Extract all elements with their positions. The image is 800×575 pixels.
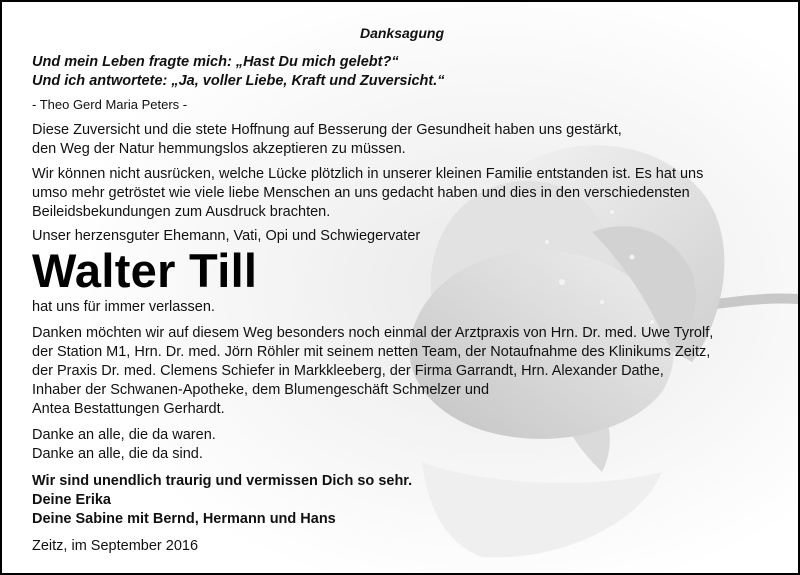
paragraph-2-line-3: Beileidsbekundungen zum Ausdruck brachten.: [32, 204, 331, 220]
heading-danksagung: Danksagung: [359, 25, 444, 41]
paragraph-2-line-1: Wir können nicht ausrücken, welche Lücke plötzlich in unserer kleinen Familie entstanden ist. Es hat uns: [32, 166, 704, 182]
closing-line: Wir sind unendlich traurig und vermissen Dich so sehr.: [32, 473, 413, 489]
paragraph-2-line-2: umso mehr getröstet wie viele liebe Menschen an uns gedacht haben und dies in den verschiedensten: [32, 185, 690, 201]
paragraph-1-line-1: Diese Zuversicht und die stete Hoffnung auf Besserung der Gesundheit haben uns gestärkt,: [32, 122, 622, 138]
left-line: hat uns für immer verlassen.: [32, 299, 215, 315]
thanks-line-1: Danke an alle, die da waren.: [32, 427, 216, 443]
paragraph-3-line-1: Danken möchten wir auf diesem Weg besonders noch einmal der Arztpraxis von Hrn. Dr. med. Uwe Tyrolf,: [32, 325, 714, 341]
signature-erika: Deine Erika: [32, 492, 111, 508]
paragraph-3-line-2: der Station M1, Hrn. Dr. med. Jörn Röhler mit seinem netten Team, der Notaufnahme des Klinikums Zeitz,: [32, 344, 711, 360]
intro-line: Unser herzensguter Ehemann, Vati, Opi und Schwiegervater: [32, 228, 421, 244]
place-date: Zeitz, im September 2016: [32, 538, 199, 554]
paragraph-3-line-5: Antea Bestattungen Gerhardt.: [32, 401, 225, 417]
quote-line-2: Und ich antwortete: „Ja, voller Liebe, Kraft und Zuversicht.“: [32, 73, 445, 89]
quote-author: - Theo Gerd Maria Peters -: [32, 97, 188, 112]
signature-sabine: Deine Sabine mit Bernd, Hermann und Hans: [32, 511, 336, 527]
thanks-line-2: Danke an alle, die da sind.: [32, 446, 203, 462]
paragraph-3-line-3: der Praxis Dr. med. Clemens Schiefer in Markkleeberg, der Firma Garrandt, Hrn. Alexander Dathe,: [32, 363, 664, 379]
paragraph-3-line-4: Inhaber der Schwanen-Apotheke, dem Blumengeschäft Schmelzer und: [32, 382, 490, 398]
quote-line-1: Und mein Leben fragte mich: „Hast Du mich gelebt?“: [32, 54, 399, 70]
paragraph-1-line-2: den Weg der Natur hemmungslos akzeptieren zu müssen.: [32, 141, 406, 157]
deceased-name: Walter Till: [32, 244, 258, 297]
